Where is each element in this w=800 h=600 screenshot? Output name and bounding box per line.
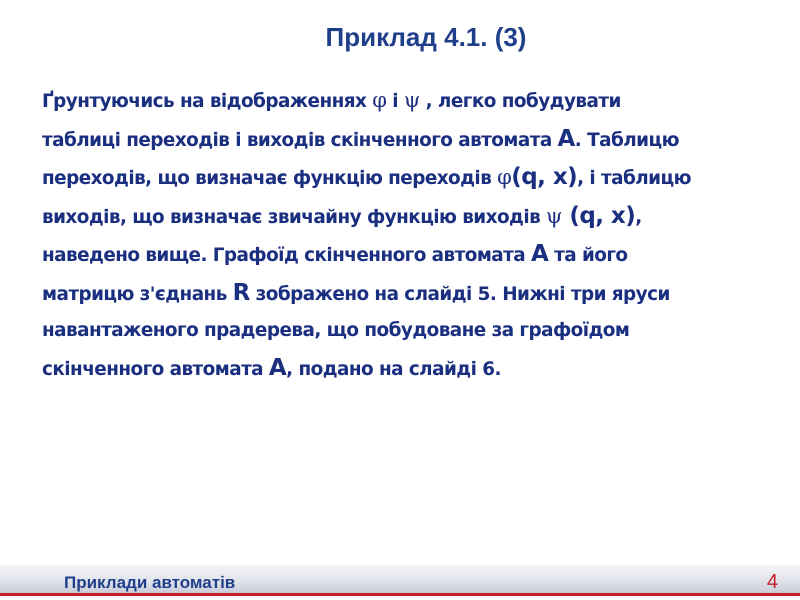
footer-divider-line bbox=[0, 593, 800, 596]
body-text-segment: виходів, що визначає звичайну функцію виходів bbox=[42, 206, 547, 228]
body-text-segment: , подано на слайді 6. bbox=[286, 358, 501, 380]
body-text-segment: навантаженого прадерева, що побудоване за графоїдом bbox=[42, 320, 630, 341]
body-text-segment: переходів, що визначає функцію переходів bbox=[42, 168, 498, 189]
body-text-segment: таблиці переходів і виходів скінченного автомата bbox=[42, 129, 558, 151]
body-text-segment: і bbox=[386, 91, 404, 112]
body-text-segment: A bbox=[557, 125, 575, 152]
page-number: 4 bbox=[766, 571, 778, 593]
body-text-segment: A bbox=[531, 241, 549, 267]
greek-symbol: φ bbox=[497, 165, 512, 189]
body-text-segment: (q, x) bbox=[561, 202, 636, 229]
body-text-segment: наведено вище. Графоїд скінченного автомата bbox=[42, 245, 531, 266]
greek-symbol: ψ bbox=[403, 88, 420, 112]
greek-symbol: ψ bbox=[546, 203, 562, 228]
body-line bbox=[42, 313, 782, 350]
slide-body-text bbox=[42, 82, 782, 388]
body-line bbox=[42, 121, 782, 160]
slide-title: Приклад 4.1. (3) bbox=[325, 22, 527, 52]
body-text-segment: Ґрунтуючись на відображеннях bbox=[42, 91, 373, 112]
greek-symbol: φ bbox=[372, 88, 387, 112]
body-text-segment: матрицю з'єднань bbox=[42, 283, 233, 305]
body-text-segment: A bbox=[268, 354, 287, 381]
footer-section-title: Приклади автоматів bbox=[64, 573, 236, 592]
body-text-segment: (q, x) bbox=[511, 164, 578, 190]
body-text-segment: , bbox=[635, 206, 642, 228]
body-text-segment: скінченного автомата bbox=[42, 358, 269, 380]
body-text-segment: . Таблицю bbox=[574, 129, 679, 151]
body-line bbox=[42, 198, 782, 237]
body-line bbox=[42, 159, 782, 198]
body-line bbox=[42, 350, 782, 389]
body-text-segment: , легко побудувати bbox=[419, 91, 621, 112]
body-text-segment: R bbox=[232, 279, 250, 306]
body-line bbox=[42, 82, 782, 121]
body-text-segment: та його bbox=[548, 245, 628, 266]
body-line bbox=[42, 275, 782, 314]
body-text-segment: , і таблицю bbox=[577, 168, 691, 189]
body-line bbox=[42, 236, 782, 275]
body-text-segment: зображено на слайді 5. Нижні три яруси bbox=[249, 283, 670, 305]
